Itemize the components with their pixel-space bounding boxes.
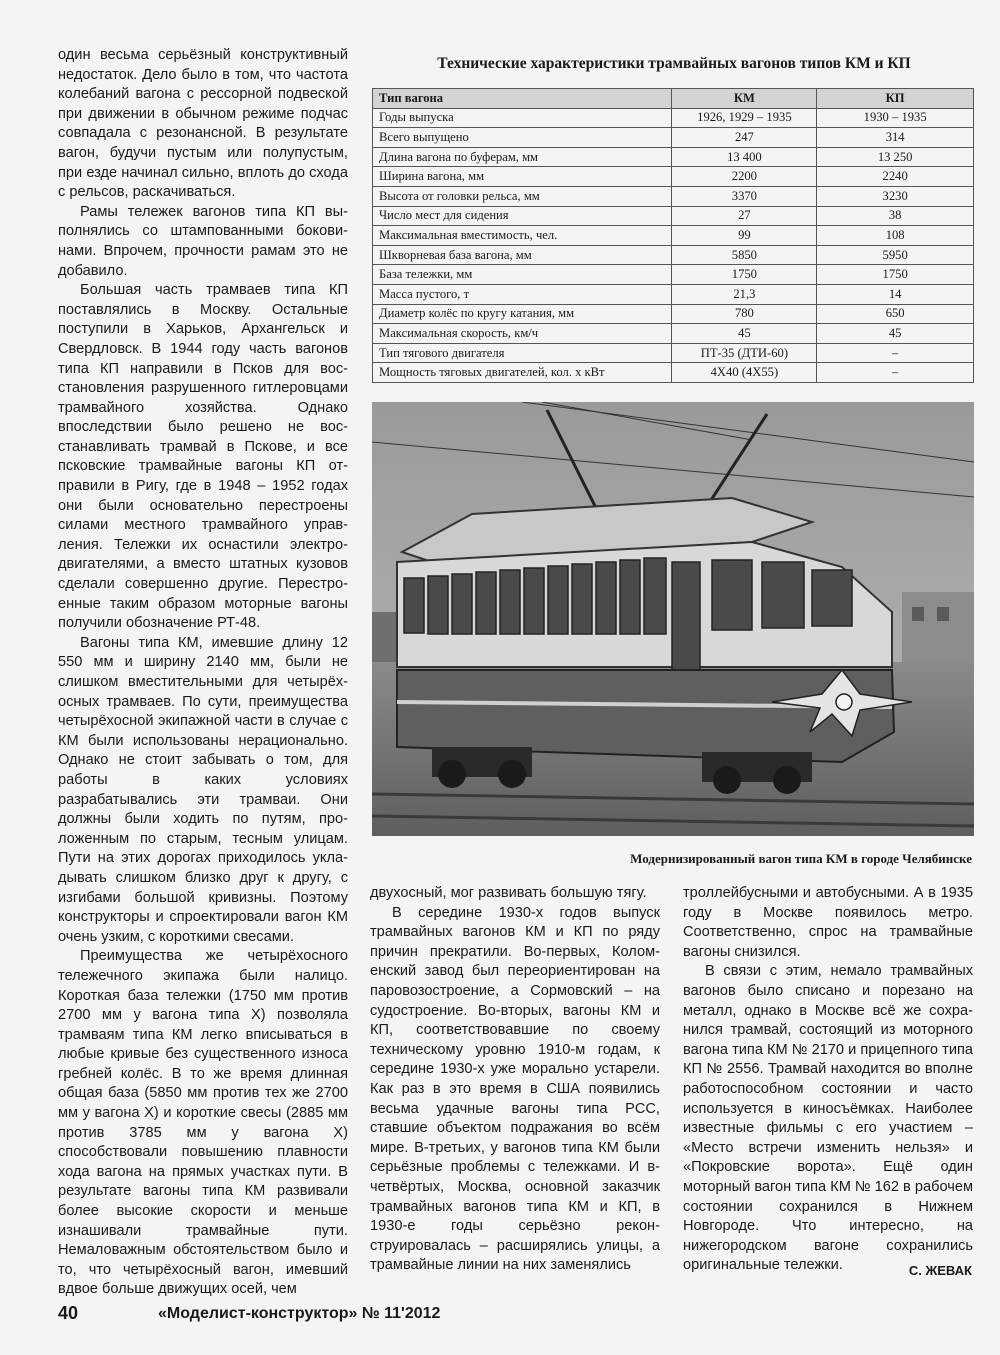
author-signature: С. ЖЕВАК (908, 1263, 972, 1278)
paragraph: Вагоны типа КМ, имевшие длину 12 550 мм и ширину 2140 мм, были не слишком вместительными для четырёхосных трамваев. По сути, преимущества четырёхосной экипажной части в случае с КМ были использованы нерационально. Однако не стоит забывать о том, для работы в каких условиях разрабатывались эти трамваи. Они должны были ходить по путям, проложенным по старым, тесным улицам. Пути на этих дорогах приходилось укладывать слишком близко друг к другу, с изгибами большой кривизны. Поэтому конструкторы и спроектировали вагон КМ очень узким, с короткими свесами. (58, 634, 348, 945)
magazine-footer: «Моделист-конструктор» № 11'2012 (158, 1305, 441, 1322)
kp-value: 5950 (817, 245, 974, 265)
tram-photo-illustration (372, 402, 974, 836)
param-name: Диаметр колёс по кругу катания, мм (373, 304, 672, 324)
kp-value: 108 (817, 226, 974, 246)
km-value: 13 400 (672, 147, 817, 167)
kp-value: 2240 (817, 167, 974, 187)
kp-value: 14 (817, 284, 974, 304)
header-cell: КМ (672, 89, 817, 109)
km-value: 247 (672, 128, 817, 148)
article-column-1 (58, 46, 348, 1300)
page-number: 40 (58, 1303, 79, 1323)
table-row (373, 128, 974, 148)
kp-value: 1930 – 1935 (817, 108, 974, 128)
km-value: 780 (672, 304, 817, 324)
table-row (373, 304, 974, 324)
param-name: Максимальная вместимость, чел. (373, 226, 672, 246)
km-value: 1750 (672, 265, 817, 285)
kp-value: 650 (817, 304, 974, 324)
table-row (373, 245, 974, 265)
param-name: Шкворневая база вагона, мм (373, 245, 672, 265)
km-value: ПТ-35 (ДТИ-60) (672, 343, 817, 363)
km-value: 27 (672, 206, 817, 226)
km-value: 4Х40 (4Х55) (672, 363, 817, 383)
param-name: Число мест для сидения (373, 206, 672, 226)
paragraph: Преимущества же четырёхосного тележечного экипажа были налицо. Короткая база тележки (1750 мм против 2700 мм у вагона типа Х) позволяла трамваям типа КМ легко вписываться в любые кривые без существенного износа гребней колёс. В то же время длинная общая база (5850 мм против тех же 2700 мм у вагона Х) и короткие свесы (2885 мм против 3785 мм у вагона Х) способствовали повышению плавности хода вагона на прямых участках пути. В результате вагоны типа КМ развивали более высокие скорости и меньше изнашивали трамвайные пути. Немаловажным обстоятельством было и то, что четырёхосный вагон, имевший вдвое больше движущих осей, чем (58, 948, 348, 1298)
km-value: 45 (672, 324, 817, 344)
table-row (373, 186, 974, 206)
km-value: 1926, 1929 – 1935 (672, 108, 817, 128)
specifications-table (372, 88, 974, 383)
kp-value: 3230 (817, 186, 974, 206)
paragraph: троллейбусными и автобусными. А в 1935 году в Москве появилось метро. Соответственно, спрос на трамвайные вагоны снизился. (683, 885, 973, 960)
kp-value: 45 (817, 324, 974, 344)
header-cell: КП (817, 89, 974, 109)
param-name: Высота от головки рельса, мм (373, 186, 672, 206)
table-row (373, 284, 974, 304)
photo-caption: Модернизированный вагон типа КМ в городе Челябинске (630, 851, 972, 866)
table-row (373, 324, 974, 344)
kp-value: 38 (817, 206, 974, 226)
km-value: 3370 (672, 186, 817, 206)
header-cell: Тип вагона (373, 89, 672, 109)
table-row (373, 343, 974, 363)
param-name: Ширина вагона, мм (373, 167, 672, 187)
table-row (373, 265, 974, 285)
paragraph: один весьма серьёзный конструктивный недостаток. Дело было в том, что частота колебаний вагона с рессорной подвеской при движении в обычном режиме подчас совпадала с резонансной. В результате вагон, будучи пустым или полупустым, при езде начинал сильно, вплоть до схода с рельсов, раскачиваться. (58, 47, 348, 201)
table-row (373, 363, 974, 383)
param-name: Всего выпущено (373, 128, 672, 148)
kp-value: 13 250 (817, 147, 974, 167)
param-name: Годы выпуска (373, 108, 672, 128)
param-name: Масса пустого, т (373, 284, 672, 304)
table-row (373, 206, 974, 226)
kp-value: 314 (817, 128, 974, 148)
km-value: 99 (672, 226, 817, 246)
paragraph: В середине 1930-х годов выпуск трамвайных вагонов КМ и КП по ряду причин прекратили. Во-первых, Коломенский завод был переориентирован на паровозостроение, а Сормовский – на судостроение. Во-вторых, вагоны КМ и КП, соответствовавшие по своему техническому уровню 1910-м годам, к середине 1930-х уже морально устарели. Как раз в это время в США появились весьма удачные вагоны типа PCC, ставшие объектом подражания во всём мире. В-третьих, у вагонов типа КМ были серьёзные проблемы с тележками. И в-четвёртых, Москва, основной заказчик трамвайных вагонов типа КМ и КП, в 1930-е годы серьёзно реконструировалась – расширялись улицы, а трамвайные линии на них заменялись (370, 904, 660, 1274)
table-row (373, 167, 974, 187)
table-header-row (373, 89, 974, 109)
paragraph: Большая часть трамваев типа КП поставлялись в Москву. Остальные поступили в Харьков, Архангельск и Свердловск. В 1944 году часть вагонов типа КП направили в Псков для восстановления разрушенного гитлеровцами трамвайного хозяйства. Однако впоследствии было решено не восстанавливать трамвай в Пскове, и все псковские трамвайные вагоны КП отправили в Ригу, где в 1948 – 1952 годах они были основательно перестроены силами местного трамвайного управления. Тележки их оснастили электродвигателями, а вместо штатных кузовов сделали совершенно другие. Перестроенные таким образом моторные вагоны получили обозначение РТ-48. (58, 282, 348, 632)
km-value: 21,3 (672, 284, 817, 304)
param-name: Тип тягового двигателя (373, 343, 672, 363)
table-row (373, 147, 974, 167)
km-value: 2200 (672, 167, 817, 187)
param-name: Максимальная скорость, км/ч (373, 324, 672, 344)
article-column-2 (370, 884, 660, 1276)
param-name: База тележки, мм (373, 265, 672, 285)
paragraph: В связи с этим, немало трамвайных вагонов было списано и порезано на металл, однако в Москве всё же сохранился трамвай, состоящий из моторного вагона типа КМ № 2170 и прицепного типа КП № 2556. Трамвай находится во вполне работоспособном состоянии и часто используется в киносъёмках. Наиболее известные фильмы с его участием – «Место встречи изменить нельзя» и «Покровские ворота». Ещё один моторный вагон типа КМ № 162 в рабочем состоянии сохранился в Нижнем Новгороде. Что интересно, на нижегородском вагоне сохранились оригинальные тележки. (683, 963, 973, 1274)
tram-photo (372, 402, 974, 836)
param-name: Мощность тяговых двигателей, кол. х кВт (373, 363, 672, 383)
kp-value: 1750 (817, 265, 974, 285)
table-row (373, 226, 974, 246)
paragraph: Рамы тележек вагонов типа КП выполнялись со штампованными боковинами. Впрочем, прочности рамам это не добавило. (58, 203, 348, 279)
param-name: Длина вагона по буферам, мм (373, 147, 672, 167)
table-row (373, 108, 974, 128)
km-value: 5850 (672, 245, 817, 265)
paragraph: двухосный, мог развивать большую тягу. (370, 885, 647, 901)
article-column-3 (683, 884, 973, 1276)
kp-value: – (817, 363, 974, 383)
table-title: Технические характеристики трамвайных вагонов типов КМ и КП (437, 55, 911, 72)
kp-value: – (817, 343, 974, 363)
